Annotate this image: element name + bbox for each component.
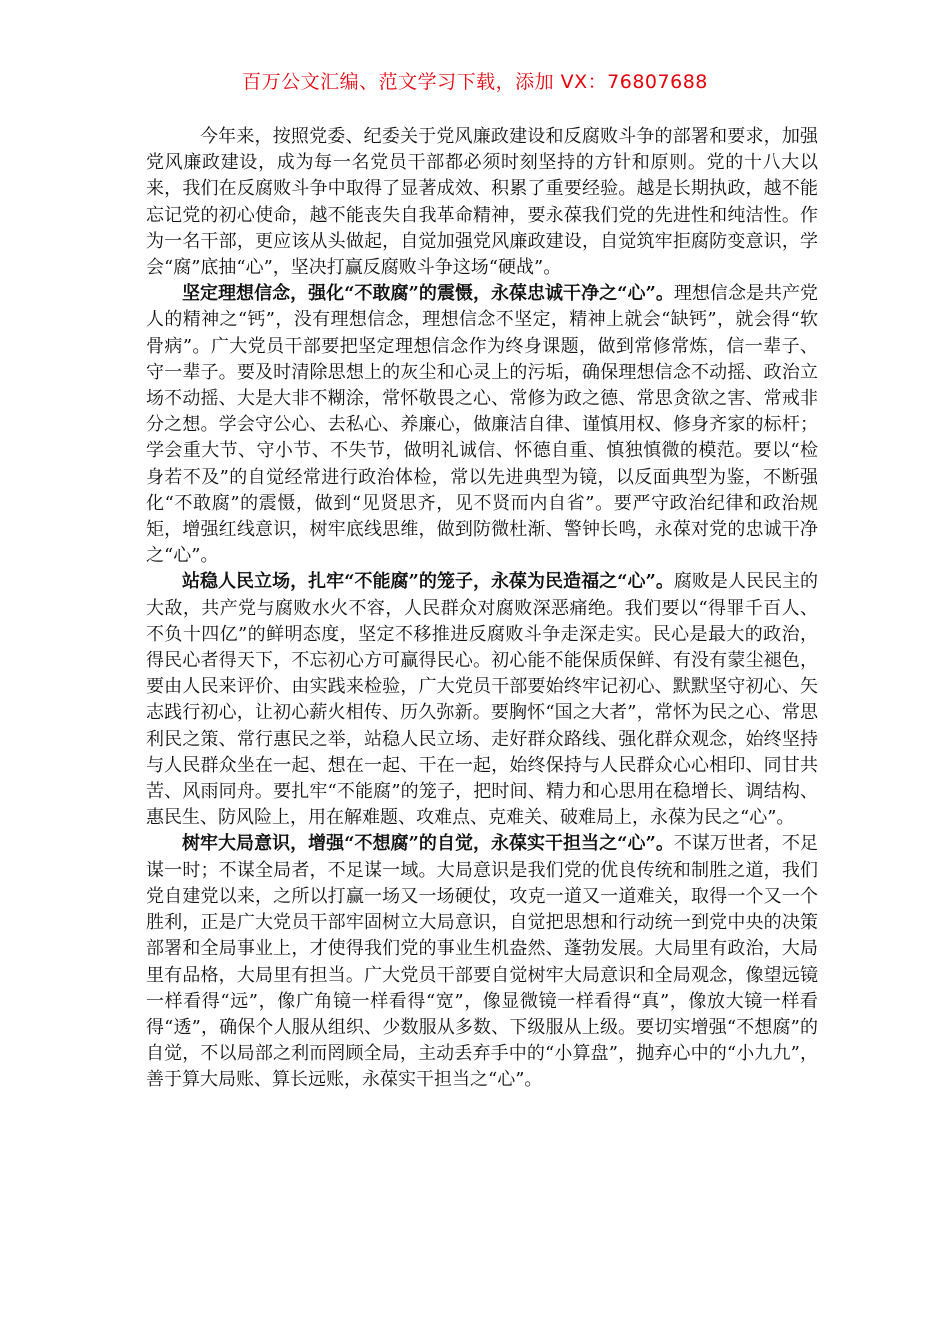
section-heading-3: 树牢大局意识，增强“不想腐”的自觉，永葆实干担当之“心”。 bbox=[182, 833, 674, 855]
section-body-1: 理想信念是共产党人的精神之“钙”，没有理想信念，理想信念不坚定，精神上就会“缺钙”，就会得“软骨病”。广大党员干部要把坚定理想信念作为终身课题，做到常修常炼，信一辈子、守一辈子。要及时清除思想上的灰尘和心灵上的污垢，确保理想信念不动摇、政治立场不动摇、大是大非不糊涂，常怀敬畏之心、常修为政之德、常思贪欲之害、常戒非分之想。学会守公心、去私心、养廉心，做廉洁自律、谨慎用权、修身齐家的标杆；学会重大节、守小节、不失节，做明礼诚信、怀德自重、慎独慎微的模范。要以“检身若不及”的自觉经常进行政治体检，常以先进典型为镜，以反面典型为鉴，不断强化“不敢腐”的震慑，做到“见贤思齐，见不贤而内自省”。要严守政治纪律和政治规矩，增强红线意识，树牢底线思维，做到防微杜渐、警钟长鸣，永葆对党的忠诚干净之“心”。 bbox=[146, 283, 819, 567]
section-heading-2: 站稳人民立场，扎牢“不能腐”的笼子，永葆为民造福之“心”。 bbox=[182, 571, 674, 593]
section-paragraph-3 bbox=[146, 831, 818, 1093]
section-body-3: 不谋万世者，不足谋一时；不谋全局者，不足谋一域。大局意识是我们党的优良传统和制胜之道，我们党自建党以来，之所以打赢一场又一场硬仗，攻克一道又一道难关，取得一个又一个胜利，正是广大党员干部牢固树立大局意识，自觉把思想和行动统一到党中央的决策部署和全局事业上，才使得我们党的事业生机盎然、蓬勃发展。大局里有政治，大局里有品格，大局里有担当。广大党员干部要自觉树牢大局意识和全局观念，像望远镜一样看得“远”，像广角镜一样看得“宽”，像显微镜一样看得“真”，像放大镜一样看得“透”，确保个人服从组织、少数服从多数、下级服从上级。要切实增强“不想腐”的自觉，不以局部之利而罔顾全局，主动丢弃手中的“小算盘”，抛弃心中的“小九九”，善于算大局账、算长远账，永葆实干担当之“心”。 bbox=[146, 833, 819, 1091]
section-paragraph-1 bbox=[146, 281, 818, 569]
section-paragraph-2 bbox=[146, 569, 818, 831]
document-body bbox=[146, 124, 818, 1094]
intro-paragraph: 今年来，按照党委、纪委关于党风廉政建设和反腐败斗争的部署和要求，加强党风廉政建设，成为每一名党员干部都必须时刻坚持的方针和原则。党的十八大以来，我们在反腐败斗争中取得了显著成效、积累了重要经验。越是长期执政，越不能忘记党的初心使命，越不能丧失自我革命精神，要永葆我们党的先进性和纯洁性。作为一名干部，更应该从头做起，自觉加强党风廉政建设，自觉筑牢拒腐防变意识，学会“腐”底抽“心”，坚决打赢反腐败斗争这场“硬战”。 bbox=[146, 126, 818, 279]
download-banner: 百万公文汇编、范文学习下载，添加 VX：76807688 bbox=[242, 71, 708, 93]
section-heading-1: 坚定理想信念，强化“不敢腐”的震慑，永葆忠诚干净之“心”。 bbox=[182, 283, 674, 305]
section-body-2: 腐败是人民民主的大敌，共产党与腐败水火不容，人民群众对腐败深恶痛绝。我们要以“得罪千百人、不负十四亿”的鲜明态度，坚定不移推进反腐败斗争走深走实。民心是最大的政治，得民心者得天下，不忘初心方可赢得民心。初心能不能保质保鲜、有没有蒙尘褪色，要由人民来评价、由实践来检验，广大党员干部要始终牢记初心、默默坚守初心、矢志践行初心，让初心薪火相传、历久弥新。要胸怀“国之大者”，常怀为民之心、常思利民之策、常行惠民之举，站稳人民立场、走好群众路线、强化群众观念，始终坚持与人民群众坐在一起、想在一起、干在一起，始终保持与人民群众心心相印、同甘共苦、风雨同舟。要扎牢“不能腐”的笼子，把时间、精力和心思用在稳增长、调结构、惠民生、防风险上，用在解难题、攻难点、克难关、破难局上，永葆为民之“心”。 bbox=[146, 571, 819, 829]
